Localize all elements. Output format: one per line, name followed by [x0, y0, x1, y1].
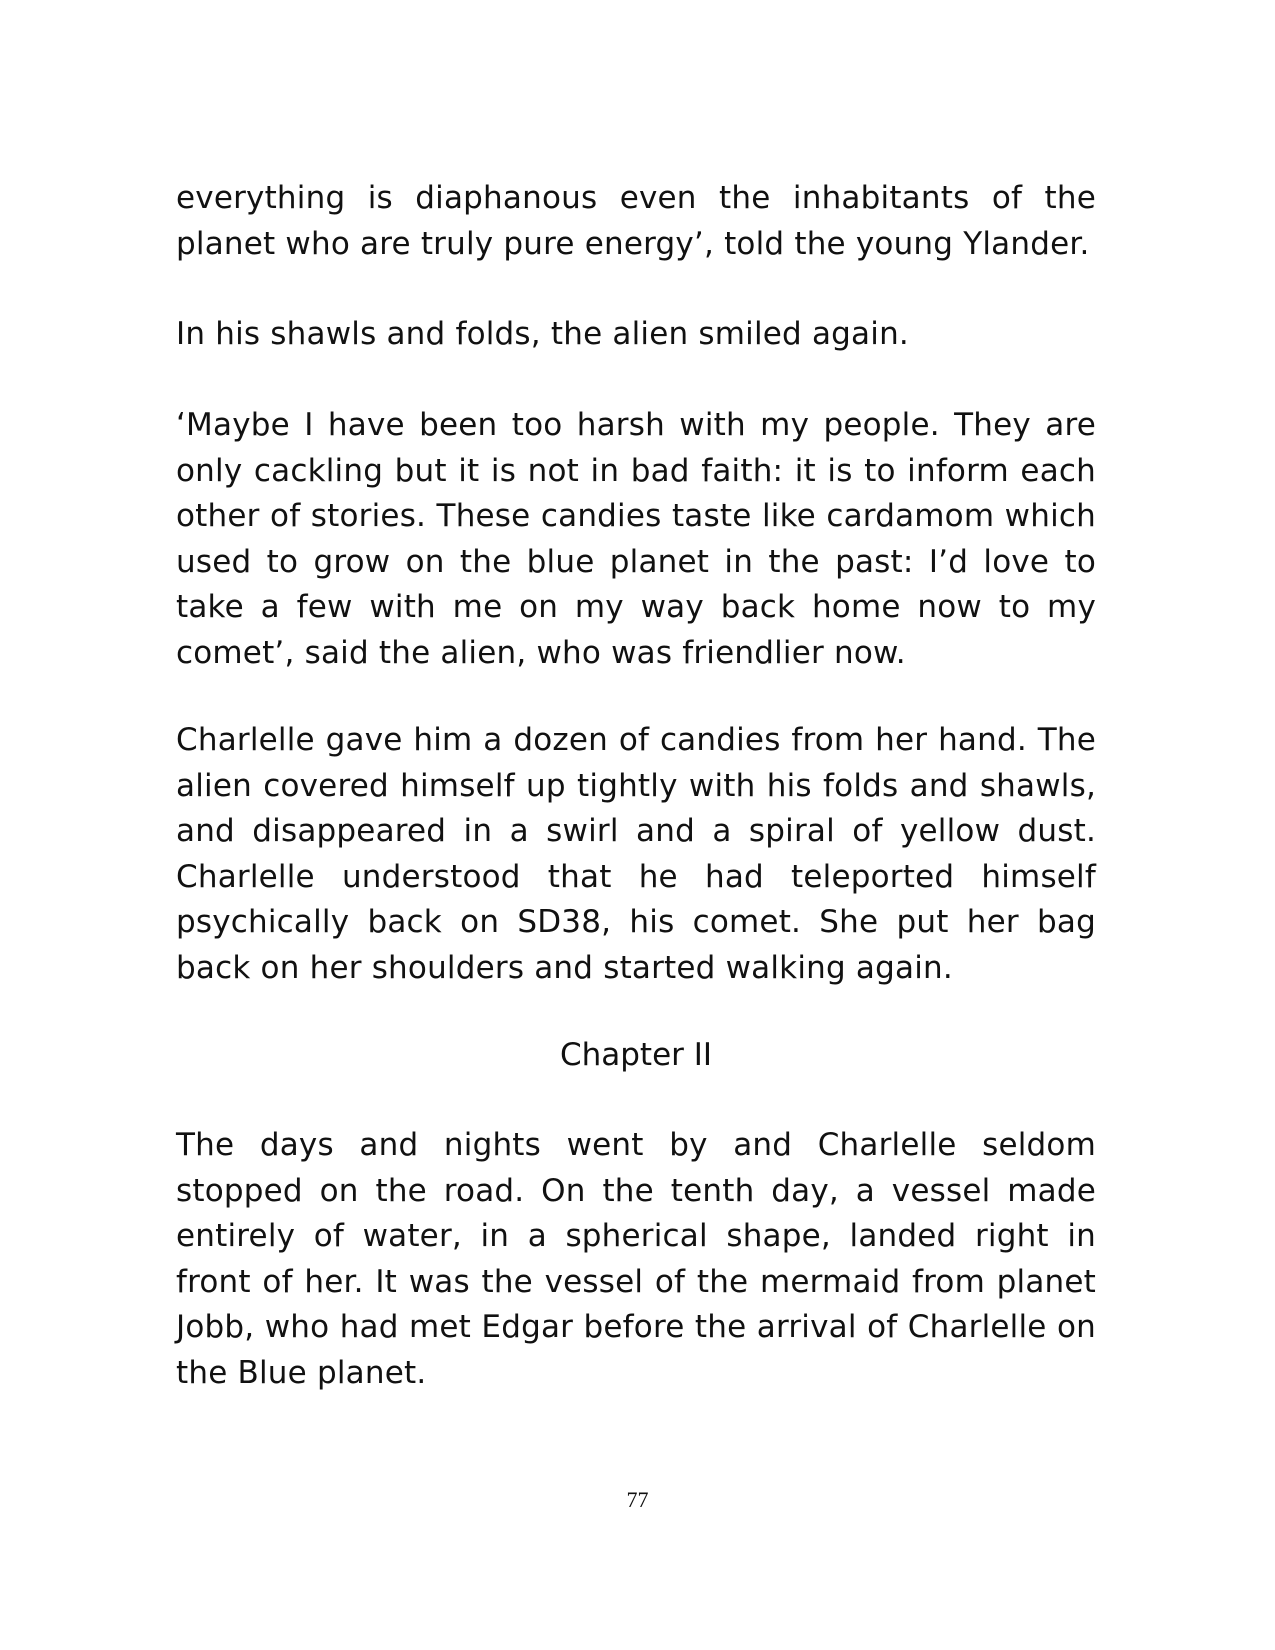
page-number: 77	[626, 1487, 649, 1512]
paragraph-3: ‘Maybe I have been too harsh with my people. They are only cackling but it is not in bad faith: it is to inform each other of stories. These candies taste like cardamom which used to grow on the blue planet in the past: I’d love to take a few with me on my way back home now to my comet’, said the alien, who was friendlier now.	[176, 407, 1096, 671]
paragraph-1: everything is diaphanous even the inhabitants of the planet who are truly pure energy’, told the young Ylander.	[176, 180, 1096, 262]
paragraph-5: The days and nights went by and Charlelle seldom stopped on the road. On the tenth day, a vessel made entirely of water, in a spherical shape, landed right in front of her. It was the vessel of the mermaid from planet Jobb, who had met Edgar before the arrival of Charlelle on the Blue planet.	[176, 1127, 1096, 1391]
chapter-heading: Chapter II	[559, 1037, 713, 1073]
paragraph-4: Charlelle gave him a dozen of candies from her hand. The alien covered himself up tightly with his folds and shawls, and disappeared in a swirl and a spiral of yellow dust. Charlelle understood that he had teleported himself psychically back on SD38, his comet. She put her bag back on her shoulders and started walking again.	[176, 722, 1096, 986]
paragraph-2: In his shawls and folds, the alien smiled again.	[176, 316, 909, 352]
